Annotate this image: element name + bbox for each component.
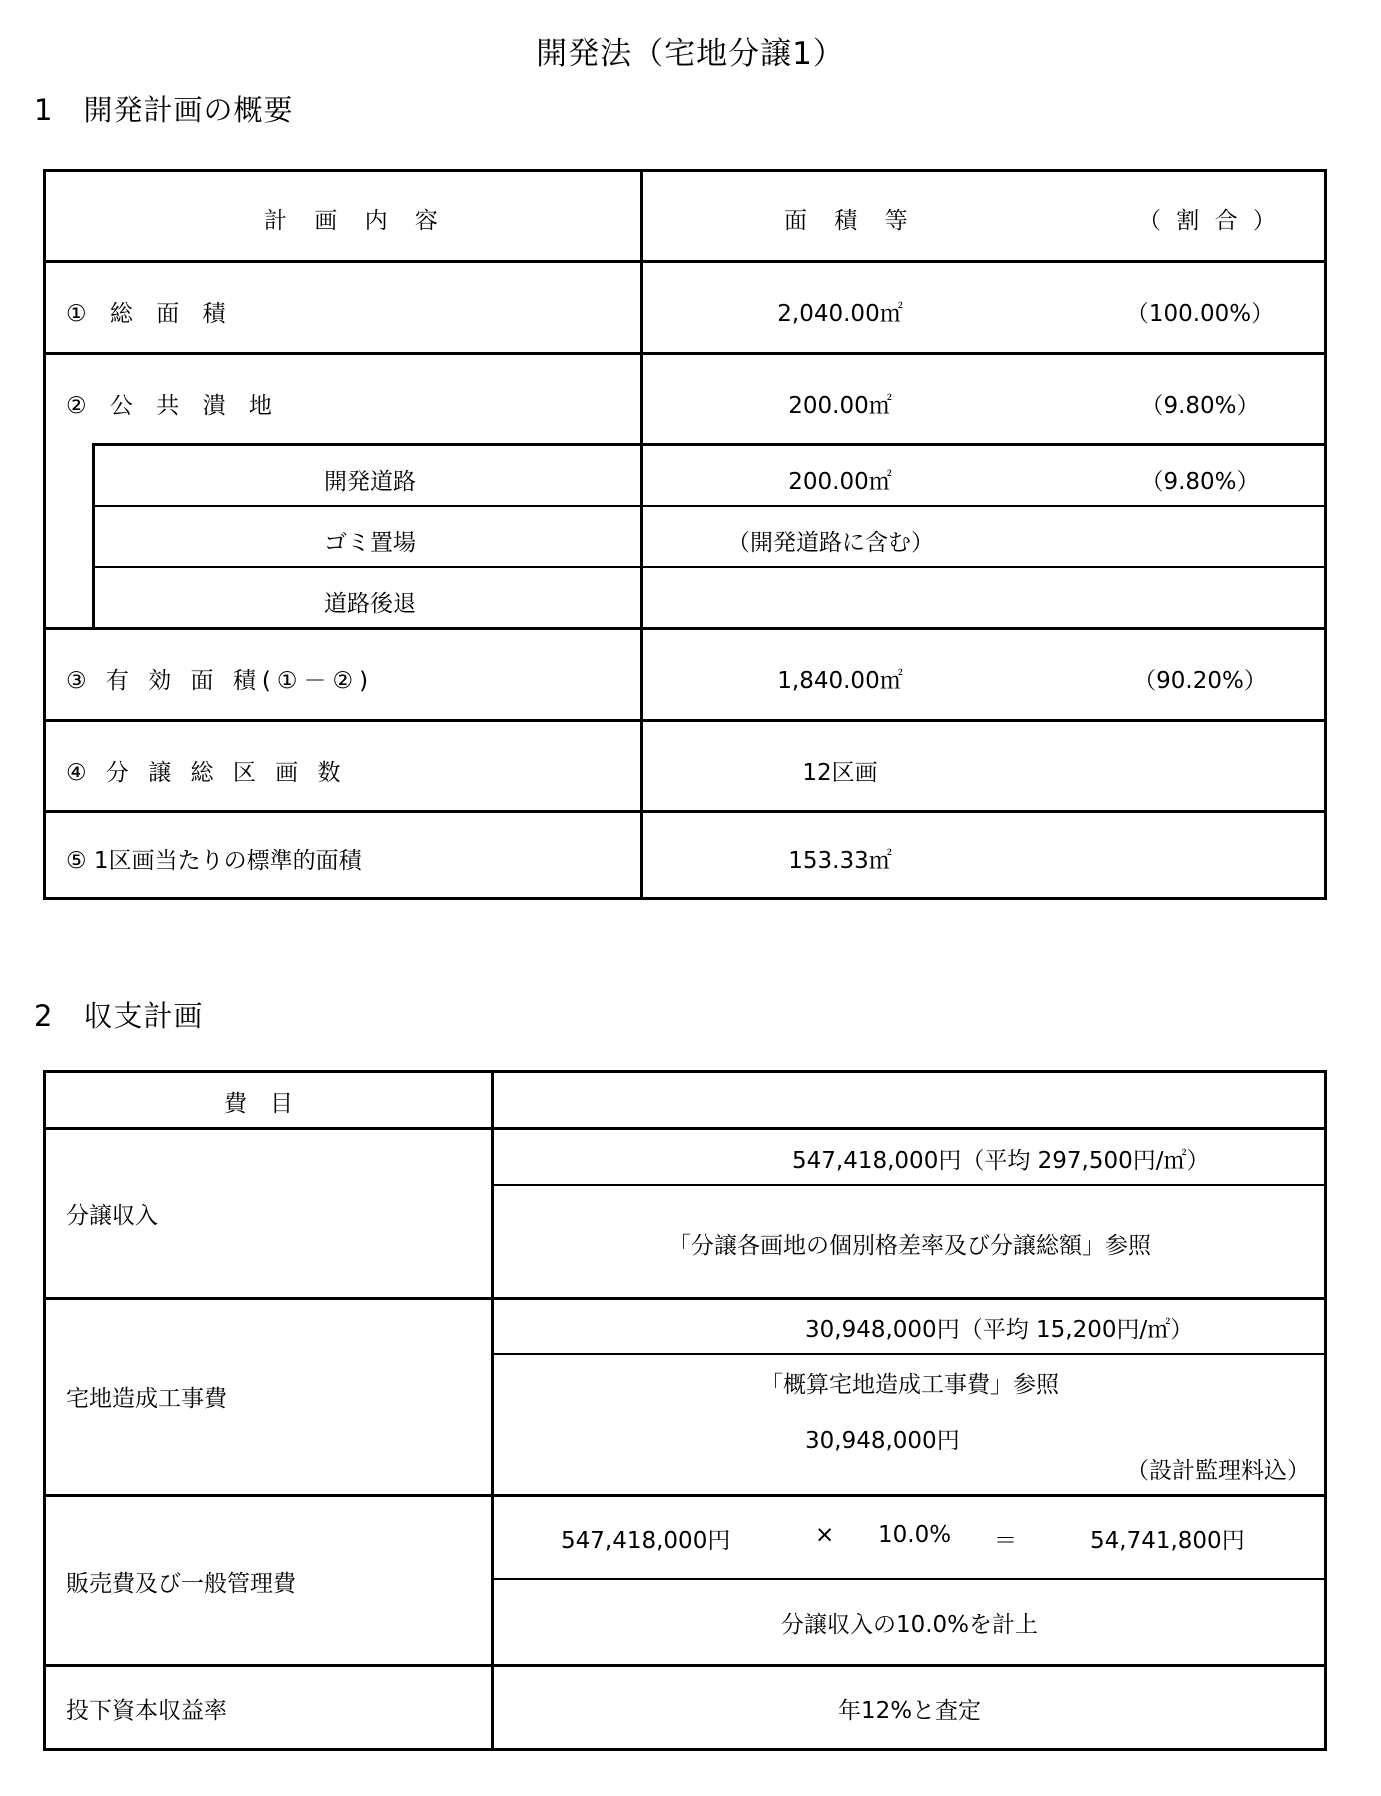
row-total-area-value: 2,040.00㎡ [777,301,903,327]
table1-rule [43,810,1327,813]
table2-border-top [43,1070,1327,1073]
table1-column-divider [640,169,643,900]
table1-rule [43,260,1327,263]
table1-border-right [1324,169,1327,900]
row-admin-expense-note: 分譲収入の10.0%を計上 [780,1612,1039,1638]
row-admin-expense-base: 547,418,000円 [561,1528,731,1554]
row-development-road-ratio: （9.80%） [1140,469,1260,495]
table1-rule [43,719,1327,722]
row-lot-count-label: ④ 分 譲 総 区 画 数 [66,760,347,786]
section-1-heading: 1 開発計画の概要 [34,93,294,127]
row-admin-expense-rate: 10.0% [878,1522,952,1548]
row-construction-cost-reference: 「概算宅地造成工事費」参照 [760,1372,1059,1398]
row-admin-expense-label: 販売費及び一般管理費 [66,1571,296,1597]
table1-rule [93,443,1327,446]
row-admin-expense-times: × [815,1522,835,1548]
table2-border-left [43,1070,46,1751]
table1-border-left [43,169,46,900]
row-construction-cost-label: 宅地造成工事費 [66,1386,227,1412]
row-construction-cost-amount: 30,948,000円（平均 15,200円/㎡） [805,1317,1194,1343]
row-return-rate-value: 年12%と査定 [837,1698,982,1724]
table2-rule [43,1127,1327,1130]
row-road-setback-label: 道路後退 [324,591,416,617]
table2-border-right [1324,1070,1327,1751]
row-development-road-label: 開発道路 [324,469,416,495]
row-sales-revenue-amount: 547,418,000円（平均 297,500円/㎡） [792,1148,1210,1174]
row-garbage-area-label: ゴミ置場 [324,530,416,556]
row-total-area-ratio: （100.00%） [1125,301,1275,327]
row-public-land-ratio: （9.80%） [1140,393,1260,419]
table2-rule [43,1494,1327,1497]
row-standard-lot-area-label: ⑤ 1区画当たりの標準的面積 [66,848,362,874]
page-title: 開発法（宅地分譲1） [536,36,845,72]
header-expense-item: 費 目 [224,1091,293,1117]
row-garbage-area-value: （開発道路に含む） [727,530,934,556]
row-public-land-label: ② 公 共 潰 地 [66,393,280,419]
table1-border-top [43,169,1327,172]
row-standard-lot-area-value: 153.33㎡ [788,848,892,874]
row-construction-cost-total: 30,948,000円 [805,1428,960,1454]
table1-border-bottom [43,897,1327,900]
header-ratio: （ 割 合 ） [1138,208,1280,234]
table1-rule [43,627,1327,630]
table2-rule [43,1297,1327,1300]
table2-rule [492,1578,1327,1580]
row-effective-area-label: ③ 有 効 面 積(①－②) [66,668,375,694]
row-sales-revenue-label: 分譲収入 [66,1203,158,1229]
row-admin-expense-equals: ＝ [994,1528,1017,1554]
row-public-land-value: 200.00㎡ [788,393,892,419]
section-2-heading: 2 収支計画 [34,999,204,1033]
table2-rule [492,1353,1327,1355]
table2-border-bottom [43,1748,1327,1751]
row-construction-cost-note: （設計監理料込） [1126,1458,1310,1484]
table1-rule [43,352,1327,355]
row-return-rate-label: 投下資本収益率 [66,1698,227,1724]
row-admin-expense-result: 54,741,800円 [1090,1528,1245,1554]
row-effective-area-ratio: （90.20%） [1133,668,1267,694]
table1-rule [93,566,1327,568]
row-sales-revenue-note: 「分譲各画地の個別格差率及び分譲総額」参照 [668,1233,1151,1259]
row-total-area-label: ① 総 面 積 [66,301,234,327]
table2-rule [492,1184,1327,1186]
header-plan-content: 計 画 内 容 [264,208,448,234]
table2-rule [43,1664,1327,1667]
table1-rule [93,505,1327,507]
row-development-road-value: 200.00㎡ [788,469,892,495]
row-lot-count-value: 12区画 [802,760,878,786]
header-area: 面 積 等 [784,208,918,234]
table2-column-divider [491,1070,494,1751]
row-effective-area-value: 1,840.00㎡ [777,668,903,694]
table1-sub-indent [92,443,95,630]
